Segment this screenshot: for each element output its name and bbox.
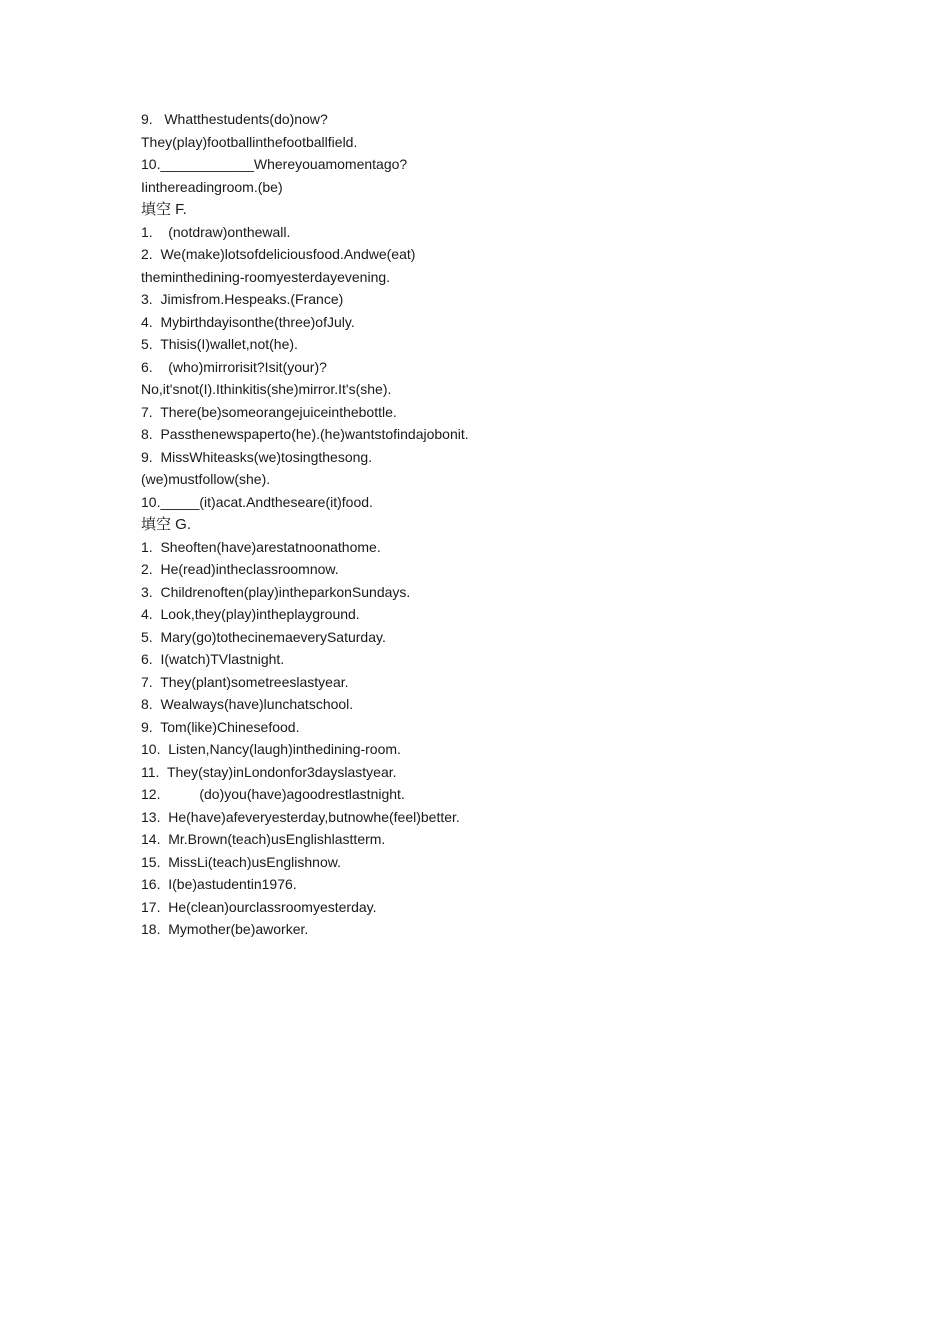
line-text: 10._____(it)acat.Andtheseare(it)food. <box>141 493 373 510</box>
line-text: 4. Mybirthdayisonthe(three)ofJuly. <box>141 313 355 330</box>
line-text: 1. Sheoften(have)arestatnoonathome. <box>141 538 381 555</box>
line-text: 1. (notdraw)onthewall. <box>141 223 291 240</box>
line-text: 11. They(stay)inLondonfor3dayslastyear. <box>141 763 397 780</box>
line-text: F. <box>171 201 187 218</box>
line-text: 5. Mary(go)tothecinemaeverySaturday. <box>141 628 386 645</box>
exercise-item <box>141 761 841 784</box>
exercise-item <box>141 288 841 311</box>
line-text: 7. They(plant)sometreeslastyear. <box>141 673 349 690</box>
exercise-item <box>141 311 841 334</box>
line-text: They(play)footballinthefootballfield. <box>141 133 358 150</box>
line-text: 6. I(watch)TVlastnight. <box>141 651 285 667</box>
line-text: 13. He(have)afeveryesterday,butnowhe(feel)better. <box>141 808 460 825</box>
line-text: 5. Thisis(I)wallet,not(he). <box>141 336 298 352</box>
line-text: 3. Childrenoften(play)intheparkonSundays. <box>141 583 411 600</box>
document-page <box>141 108 841 941</box>
line-text: 16. I(be)astudentin1976. <box>141 876 297 892</box>
text-line <box>141 491 841 514</box>
heading-label: 填空 <box>141 515 172 533</box>
exercise-item <box>141 401 841 424</box>
exercise-item <box>141 221 841 244</box>
section-heading <box>141 513 841 536</box>
text-line <box>141 131 841 154</box>
line-text: 9. Tom(like)Chinesefood. <box>141 718 300 735</box>
exercise-item <box>141 603 841 626</box>
line-text: (we)mustfollow(she). <box>141 471 271 487</box>
text-line <box>141 468 841 491</box>
exercise-item <box>141 243 841 266</box>
line-text: 10.____________Whereyouamomentago? <box>141 156 408 172</box>
exercise-item <box>141 423 841 446</box>
line-text: 6. (who)mirrorisit?Isit(your)? <box>141 358 327 375</box>
exercise-item <box>141 828 841 851</box>
exercise-item <box>141 873 841 896</box>
line-text: 8. Passthenewspaperto(he).(he)wantstofindajobonit. <box>141 426 469 442</box>
text-line <box>141 176 841 199</box>
line-text: theminthedining-roomyesterdayevening. <box>141 268 391 285</box>
line-text: 2. He(read)intheclassroomnow. <box>141 561 339 577</box>
exercise-item <box>141 896 841 919</box>
exercise-item <box>141 806 841 829</box>
line-text: 4. Look,they(play)intheplayground. <box>141 606 360 622</box>
exercise-item <box>141 851 841 874</box>
text-line <box>141 378 841 401</box>
line-text: Iinthereadingroom.(be) <box>141 178 283 195</box>
text-line <box>141 153 841 176</box>
line-text: 3. Jimisfrom.Hespeaks.(France) <box>141 291 344 307</box>
heading-label: 填空 <box>141 200 172 218</box>
exercise-item <box>141 333 841 356</box>
exercise-item <box>141 558 841 581</box>
line-text: 10. Listen,Nancy(laugh)inthedining-room. <box>141 741 401 757</box>
exercise-item <box>141 536 841 559</box>
line-text: 17. He(clean)ourclassroomyesterday. <box>141 898 377 915</box>
line-text: 14. Mr.Brown(teach)usEnglishlastterm. <box>141 831 386 847</box>
exercise-item <box>141 356 841 379</box>
line-text: 8. Wealways(have)lunchatschool. <box>141 696 354 712</box>
exercise-item <box>141 918 841 941</box>
exercise-item <box>141 626 841 649</box>
line-text: 9. MissWhiteasks(we)tosingthesong. <box>141 448 373 465</box>
exercise-item <box>141 693 841 716</box>
exercise-item <box>141 581 841 604</box>
line-text: G. <box>171 516 192 533</box>
line-text: 12. (do)you(have)agoodrestlastnight. <box>141 786 405 802</box>
line-text: 9. Whatthestudents(do)now? <box>141 111 328 127</box>
line-text: 15. MissLi(teach)usEnglishnow. <box>141 853 341 870</box>
exercise-item <box>141 716 841 739</box>
line-text: 2. We(make)lotsofdeliciousfood.Andwe(eat) <box>141 246 416 262</box>
exercise-item <box>141 783 841 806</box>
exercise-item <box>141 738 841 761</box>
exercise-item <box>141 648 841 671</box>
section-heading <box>141 198 841 221</box>
text-line <box>141 266 841 289</box>
line-text: No,it'snot(I).Ithinkitis(she)mirror.It's(she). <box>141 381 392 397</box>
exercise-item <box>141 108 841 131</box>
exercise-item <box>141 671 841 694</box>
line-text: 7. There(be)someorangejuiceinthebottle. <box>141 403 397 420</box>
line-text: 18. Mymother(be)aworker. <box>141 921 309 937</box>
exercise-item <box>141 446 841 469</box>
